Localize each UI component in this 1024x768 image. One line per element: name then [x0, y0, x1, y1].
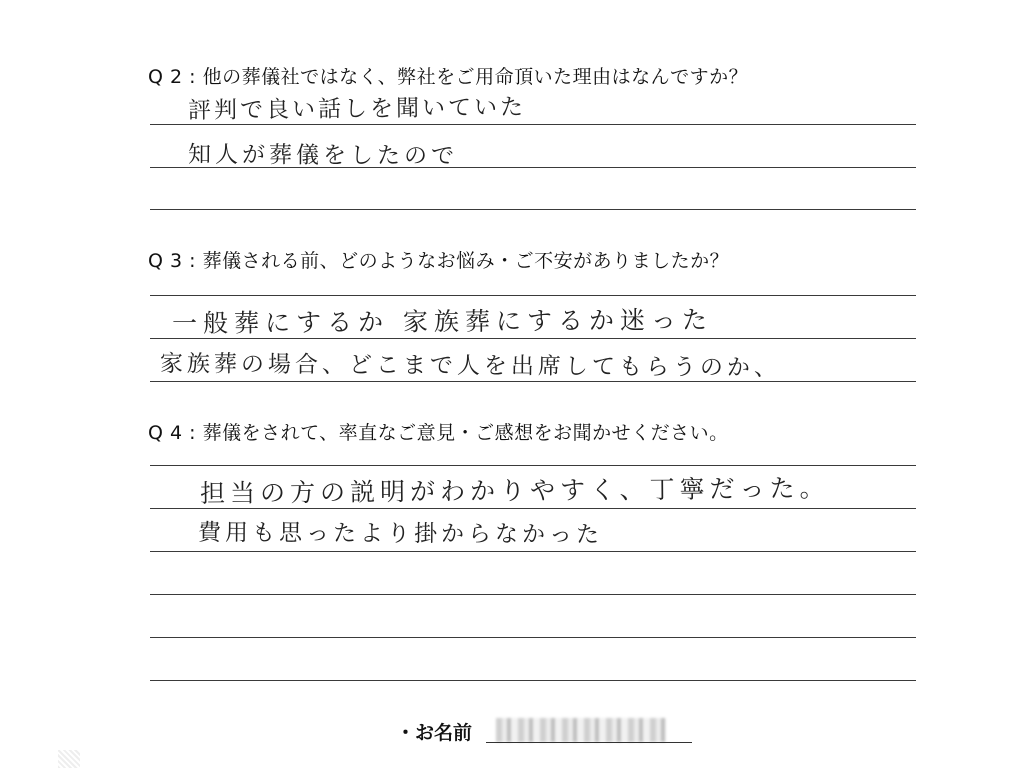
answer-rule [150, 465, 916, 466]
question-q4: Q 4 : 葬儀をされて、率直なご意見・ご感想をお聞かせください。 [148, 422, 729, 444]
name-field [396, 718, 696, 746]
redacted-name [496, 718, 666, 742]
scan-artifact [58, 750, 80, 768]
name-label: ・お名前 [396, 722, 473, 744]
answer-rule [150, 381, 916, 382]
answer-rule [150, 680, 916, 681]
name-underline [486, 742, 692, 743]
answer-q2-line-1: 評判で良い話しを聞いていた [187, 94, 527, 124]
answer-q4-line-1: 担当の方の説明がわかりやすく、丁寧だった。 [199, 473, 830, 508]
answer-q4-line-2: 費用も思ったより掛からなかった [197, 520, 604, 549]
answer-rule [150, 167, 916, 168]
answer-q3-line-1: 一般葬にするか 家族葬にするか迷った [171, 305, 714, 338]
answer-rule [150, 594, 916, 595]
answer-rule [150, 551, 916, 552]
answer-rule [150, 637, 916, 638]
answer-rule [150, 295, 916, 296]
answer-rule [150, 124, 916, 125]
question-q3: Q 3 : 葬儀される前、どのようなお悩み・ご不安がありましたか？ [148, 250, 730, 272]
answer-q3-line-2: 家族葬の場合、どこまで人を出席してもらうのか、 [159, 351, 782, 382]
answer-rule [150, 209, 916, 210]
question-q2: Q 2 : 他の葬儀社ではなく、弊社をご用命頂いた理由はなんですか？ [148, 66, 749, 88]
answer-q2-line-2: 知人が葬儀をしたので [187, 142, 459, 170]
answer-rule [150, 508, 916, 509]
answer-rule [150, 338, 916, 339]
